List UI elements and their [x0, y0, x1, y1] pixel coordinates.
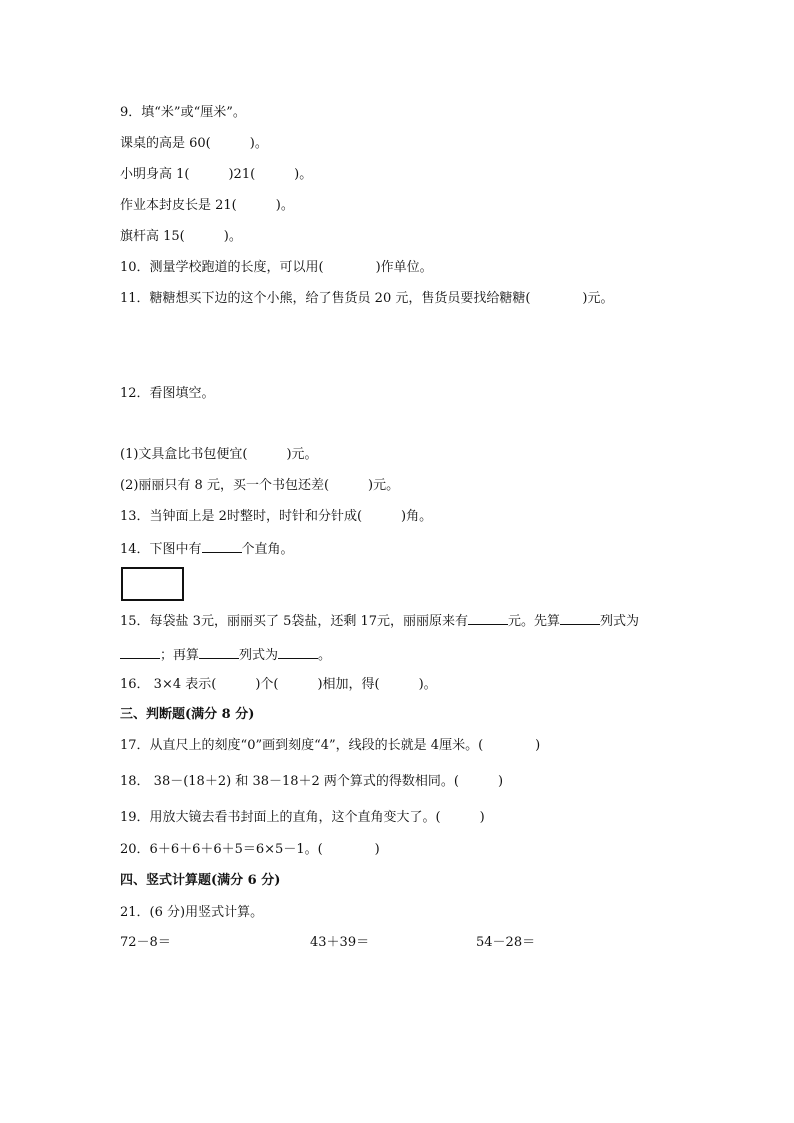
- q14-text-after: 个直角。: [241, 542, 294, 557]
- q15-text: 15．每袋盐 3元，丽丽买了 5袋盐，还剩 17元，丽丽原来有: [120, 614, 469, 629]
- answer-blank[interactable]: [278, 646, 318, 659]
- q15-line-1: [120, 612, 639, 631]
- calc-item: 72－8＝: [120, 935, 171, 950]
- answer-blank[interactable]: [120, 646, 160, 659]
- rectangle-figure: [121, 567, 184, 601]
- q9-item-flagpole: 旗杆高 15( )。: [120, 229, 242, 244]
- answer-blank[interactable]: [199, 646, 239, 659]
- q9-item-height: 小明身高 1( )21( )。: [120, 167, 313, 182]
- q9-item-desk: 课桌的高是 60( )。: [120, 136, 268, 151]
- q14-text-before: 14．下图中有: [120, 542, 202, 557]
- calc-item: 43＋39＝: [310, 935, 370, 950]
- q16: 16． 3×4 表示( )个( )相加，得( )。: [120, 677, 437, 692]
- q15-text: 列式为: [600, 614, 640, 629]
- q19: 19．用放大镜去看书封面上的直角，这个直角变大了。( ): [120, 810, 485, 825]
- q9-item-notebook: 作业本封皮长是 21( )。: [120, 198, 294, 213]
- q10: 10．测量学校跑道的长度，可以用( )作单位。: [120, 260, 433, 275]
- section-3-heading: 三、判断题(满分 8 分): [120, 707, 255, 722]
- q15-text: 元。先算: [508, 614, 561, 629]
- q15-text: ；再算: [160, 648, 200, 663]
- answer-blank[interactable]: [202, 540, 242, 553]
- q15-line-2: [120, 646, 331, 665]
- answer-blank[interactable]: [560, 612, 600, 625]
- section-4-heading: 四、竖式计算题(满分 6 分): [120, 873, 281, 888]
- q11: 11．糖糖想买下边的这个小熊，给了售货员 20 元，售货员要找给糖糖( )元。: [120, 291, 614, 306]
- q21-title: 21．(6 分)用竖式计算。: [120, 905, 264, 920]
- q13: 13．当钟面上是 2时整时，时针和分针成( )角。: [120, 509, 433, 524]
- q12-item-1: (1)文具盒比书包便宜( )元。: [120, 447, 318, 462]
- q14: [120, 540, 294, 559]
- calc-item: 54－28＝: [476, 935, 536, 950]
- q12-title: 12．看图填空。: [120, 386, 215, 401]
- q12-item-2: (2)丽丽只有 8 元，买一个书包还差( )元。: [120, 478, 400, 493]
- q15-text: 。: [318, 648, 332, 663]
- q20: 20．6＋6＋6＋6＋5＝6×5－1。( ): [120, 842, 380, 857]
- answer-blank[interactable]: [468, 612, 508, 625]
- q15-text: 列式为: [239, 648, 279, 663]
- q17: 17．从直尺上的刻度“0”画到刻度“4”，线段的长就是 4厘米。( ): [120, 738, 541, 753]
- q9-title: 9．填“米”或“厘米”。: [120, 105, 246, 120]
- q18: 18． 38－(18＋2) 和 38－18＋2 两个算式的得数相同。( ): [120, 774, 504, 789]
